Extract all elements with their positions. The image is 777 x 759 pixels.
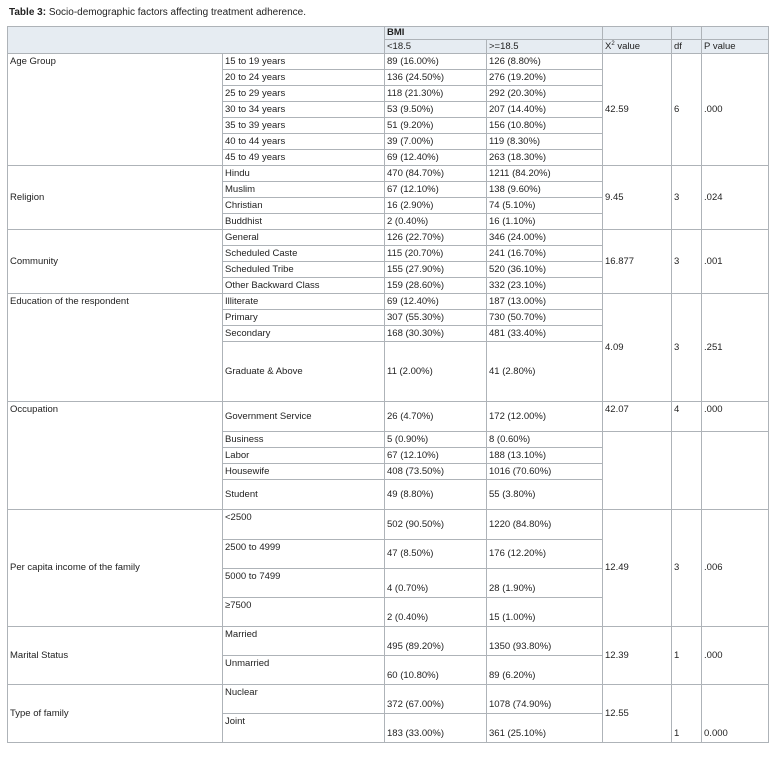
category-cell: Illiterate	[223, 294, 385, 310]
header-chi: $X^2$ value	[603, 40, 672, 54]
value-lt: 115 (20.70%)	[385, 246, 487, 262]
value-ge: 8 (0.60%)	[487, 432, 603, 448]
table-caption	[9, 7, 306, 18]
value-lt: 69 (12.40%)	[385, 294, 487, 310]
value-lt: 60 (10.80%)	[385, 656, 487, 685]
value-ge: 138 (9.60%)	[487, 182, 603, 198]
p-value: 0.000	[702, 685, 769, 743]
header-bmi: BMI	[385, 27, 603, 40]
category-cell: Christian	[223, 198, 385, 214]
value-lt: 183 (33.00%)	[385, 714, 487, 743]
group-label-marital: Marital Status	[8, 627, 223, 685]
chi-value: 12.55	[603, 685, 672, 743]
group-label-community: Community	[8, 230, 223, 294]
category-cell: <2500	[223, 510, 385, 540]
df-value: 3	[672, 510, 702, 627]
value-ge: 187 (13.00%)	[487, 294, 603, 310]
category-cell: General	[223, 230, 385, 246]
caption-text: Socio-demographic factors affecting treatment adherence.	[46, 7, 307, 18]
value-lt: 502 (90.50%)	[385, 510, 487, 540]
value-lt: 155 (27.90%)	[385, 262, 487, 278]
value-lt: 51 (9.20%)	[385, 118, 487, 134]
category-cell: Scheduled Caste	[223, 246, 385, 262]
chi-value: 9.45	[603, 166, 672, 230]
value-lt: 408 (73.50%)	[385, 464, 487, 480]
table-row	[8, 294, 769, 310]
category-cell: 2500 to 4999	[223, 540, 385, 569]
table-row	[8, 166, 769, 182]
category-cell: Labor	[223, 448, 385, 464]
table-row	[8, 510, 769, 540]
value-ge: 276 (19.20%)	[487, 70, 603, 86]
group-label-age: Age Group	[8, 54, 223, 166]
chi-value: 42.59	[603, 54, 672, 166]
value-ge: 172 (12.00%)	[487, 402, 603, 432]
category-cell: Secondary	[223, 326, 385, 342]
value-lt: 136 (24.50%)	[385, 70, 487, 86]
value-ge: 361 (25.10%)	[487, 714, 603, 743]
group-label-education: Education of the respondent	[8, 294, 223, 402]
value-ge: 176 (12.20%)	[487, 540, 603, 569]
p-blank	[702, 432, 769, 510]
value-lt: 159 (28.60%)	[385, 278, 487, 294]
adherence-table	[7, 26, 769, 743]
value-ge: 1220 (84.80%)	[487, 510, 603, 540]
category-cell: Government Service	[223, 402, 385, 432]
p-value: .251	[702, 294, 769, 402]
p-value: .000	[702, 54, 769, 166]
header-ge: >=18.5	[487, 40, 603, 54]
value-lt: 16 (2.90%)	[385, 198, 487, 214]
df-value: 3	[672, 294, 702, 402]
value-lt: 67 (12.10%)	[385, 182, 487, 198]
df-value: 6	[672, 54, 702, 166]
category-cell: Student	[223, 480, 385, 510]
header-row-1	[8, 27, 769, 40]
category-cell: Joint	[223, 714, 385, 743]
group-label-family: Type of family	[8, 685, 223, 743]
value-lt: 495 (89.20%)	[385, 627, 487, 656]
value-ge: 207 (14.40%)	[487, 102, 603, 118]
value-ge: 241 (16.70%)	[487, 246, 603, 262]
category-cell: Primary	[223, 310, 385, 326]
value-ge: 1350 (93.80%)	[487, 627, 603, 656]
value-lt: 2 (0.40%)	[385, 598, 487, 627]
table-row	[8, 230, 769, 246]
header-p: P value	[702, 40, 769, 54]
df-value: 3	[672, 230, 702, 294]
category-cell: 35 to 39 years	[223, 118, 385, 134]
p-value: .024	[702, 166, 769, 230]
value-ge: 1016 (70.60%)	[487, 464, 603, 480]
value-lt: 67 (12.10%)	[385, 448, 487, 464]
value-lt: 126 (22.70%)	[385, 230, 487, 246]
category-cell: 5000 to 7499	[223, 569, 385, 598]
value-ge: 346 (24.00%)	[487, 230, 603, 246]
value-ge: 481 (33.40%)	[487, 326, 603, 342]
table-row	[8, 685, 769, 714]
category-cell: 15 to 19 years	[223, 54, 385, 70]
df-value: 4	[672, 402, 702, 432]
category-cell: Business	[223, 432, 385, 448]
table-row	[8, 402, 769, 432]
group-label-income: Per capita income of the family	[8, 510, 223, 627]
caption-label: Table 3:	[9, 7, 47, 18]
value-ge: 126 (8.80%)	[487, 54, 603, 70]
chi-value: 12.39	[603, 627, 672, 685]
header-blank-df	[672, 27, 702, 40]
chi-blank	[603, 432, 672, 510]
value-lt: 47 (8.50%)	[385, 540, 487, 569]
header-blank-chi	[603, 27, 672, 40]
table-row	[8, 627, 769, 656]
group-label-occupation: Occupation	[8, 402, 223, 510]
value-lt: 372 (67.00%)	[385, 685, 487, 714]
value-lt: 307 (55.30%)	[385, 310, 487, 326]
value-lt: 26 (4.70%)	[385, 402, 487, 432]
value-lt: 53 (9.50%)	[385, 102, 487, 118]
category-cell: Muslim	[223, 182, 385, 198]
category-cell: Scheduled Tribe	[223, 262, 385, 278]
value-lt: 470 (84.70%)	[385, 166, 487, 182]
category-cell: ≥7500	[223, 598, 385, 627]
value-ge: 520 (36.10%)	[487, 262, 603, 278]
value-ge: 332 (23.10%)	[487, 278, 603, 294]
value-lt: 49 (8.80%)	[385, 480, 487, 510]
category-cell: Unmarried	[223, 656, 385, 685]
value-ge: 28 (1.90%)	[487, 569, 603, 598]
value-ge: 55 (3.80%)	[487, 480, 603, 510]
header-blank	[8, 27, 385, 54]
value-lt: 5 (0.90%)	[385, 432, 487, 448]
value-ge: 156 (10.80%)	[487, 118, 603, 134]
value-ge: 1078 (74.90%)	[487, 685, 603, 714]
chi-value: 42.07	[603, 402, 672, 432]
category-cell: Buddhist	[223, 214, 385, 230]
group-label-religion: Religion	[8, 166, 223, 230]
category-cell: 40 to 44 years	[223, 134, 385, 150]
p-value: .000	[702, 402, 769, 432]
category-cell: Graduate & Above	[223, 342, 385, 402]
df-value: 1	[672, 627, 702, 685]
p-value: .001	[702, 230, 769, 294]
value-lt: 168 (30.30%)	[385, 326, 487, 342]
df-value: 1	[672, 685, 702, 743]
category-cell: Other Backward Class	[223, 278, 385, 294]
header-df: df	[672, 40, 702, 54]
df-value: 3	[672, 166, 702, 230]
header-blank-p	[702, 27, 769, 40]
value-lt: 4 (0.70%)	[385, 569, 487, 598]
value-lt: 39 (7.00%)	[385, 134, 487, 150]
value-lt: 118 (21.30%)	[385, 86, 487, 102]
value-ge: 15 (1.00%)	[487, 598, 603, 627]
category-cell: Housewife	[223, 464, 385, 480]
category-cell: Married	[223, 627, 385, 656]
value-lt: 2 (0.40%)	[385, 214, 487, 230]
value-ge: 41 (2.80%)	[487, 342, 603, 402]
category-cell: Hindu	[223, 166, 385, 182]
value-ge: 1211 (84.20%)	[487, 166, 603, 182]
df-blank	[672, 432, 702, 510]
category-cell: 25 to 29 years	[223, 86, 385, 102]
value-ge: 188 (13.10%)	[487, 448, 603, 464]
value-ge: 74 (5.10%)	[487, 198, 603, 214]
category-cell: 20 to 24 years	[223, 70, 385, 86]
p-value: .006	[702, 510, 769, 627]
value-ge: 16 (1.10%)	[487, 214, 603, 230]
chi-value: 16.877	[603, 230, 672, 294]
p-value: .000	[702, 627, 769, 685]
value-ge: 292 (20.30%)	[487, 86, 603, 102]
category-cell: 45 to 49 years	[223, 150, 385, 166]
chi-value: 4.09	[603, 294, 672, 402]
value-ge: 89 (6.20%)	[487, 656, 603, 685]
value-ge: 119 (8.30%)	[487, 134, 603, 150]
chi-value: 12.49	[603, 510, 672, 627]
value-lt: 69 (12.40%)	[385, 150, 487, 166]
category-cell: Nuclear	[223, 685, 385, 714]
value-ge: 730 (50.70%)	[487, 310, 603, 326]
value-lt: 89 (16.00%)	[385, 54, 487, 70]
value-ge: 263 (18.30%)	[487, 150, 603, 166]
value-lt: 11 (2.00%)	[385, 342, 487, 402]
category-cell: 30 to 34 years	[223, 102, 385, 118]
table-row	[8, 54, 769, 70]
header-lt: <18.5	[385, 40, 487, 54]
